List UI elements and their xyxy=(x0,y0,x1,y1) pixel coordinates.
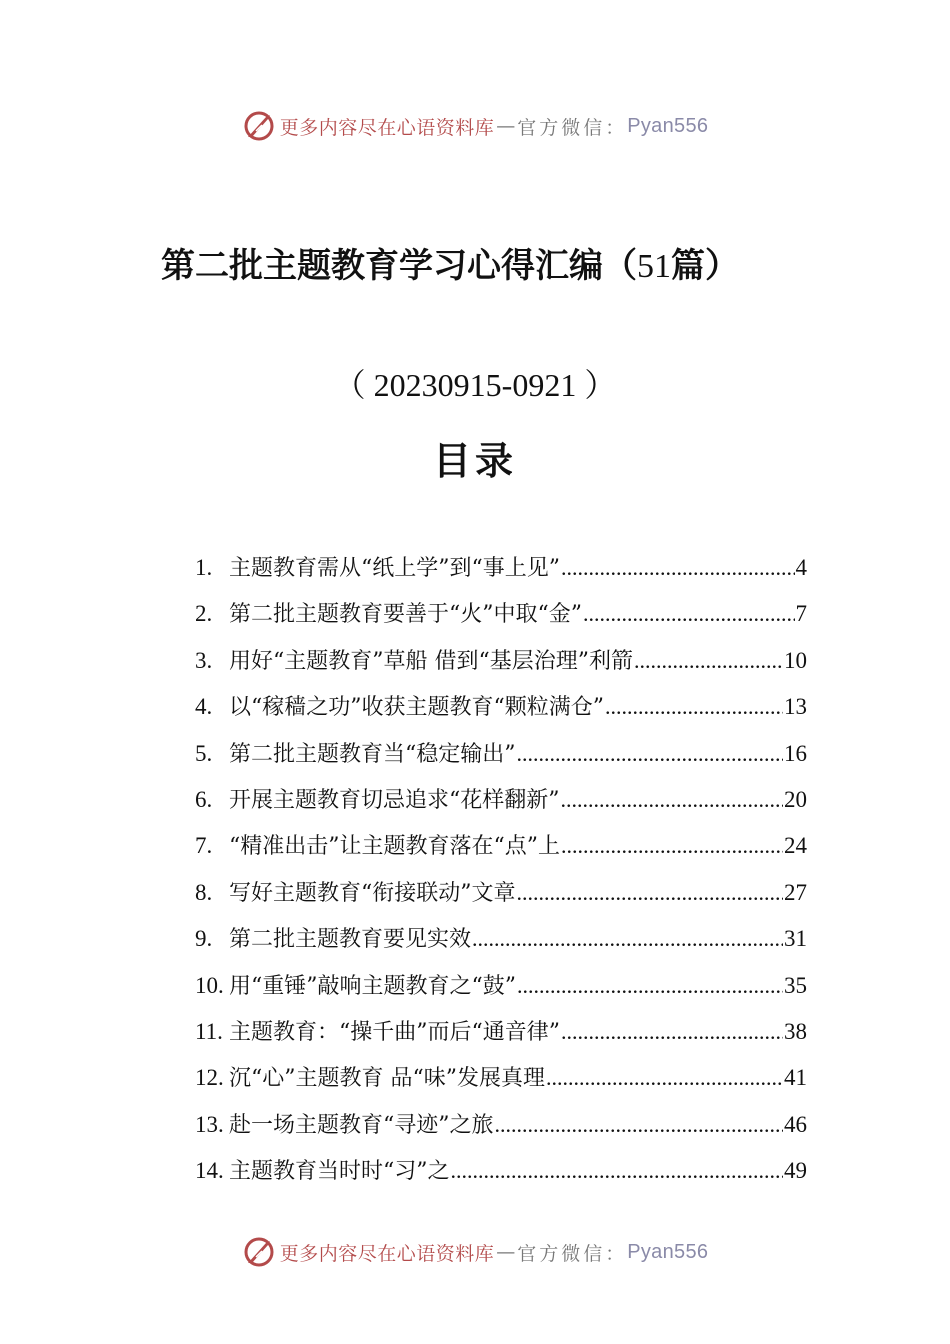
watermark-wechat-label: 官方微信： xyxy=(517,116,628,139)
toc-entry[interactable] xyxy=(195,966,807,1012)
watermark-wechat-id: Pyan556 xyxy=(627,114,709,137)
toc-entry[interactable] xyxy=(195,1012,807,1058)
toc-entry-title: 第二批主题教育要善于“火”中取“金” xyxy=(229,602,582,628)
document-title xyxy=(143,244,763,289)
toc-entry-number: 5. xyxy=(195,740,213,766)
watermark-text: 更多内容尽在心语资料库 xyxy=(279,1242,495,1265)
toc-dot-leader xyxy=(561,780,784,820)
watermark-separator: — xyxy=(496,1241,516,1263)
toc-entry-title: 赴一场主题教育“寻迹”之旅 xyxy=(229,1112,494,1138)
toc-entry-page: 38 xyxy=(784,1018,807,1044)
toc-dot-leader xyxy=(634,641,783,681)
toc-dot-leader xyxy=(561,1012,783,1052)
toc-entry-page: 31 xyxy=(784,926,807,952)
watermark-wechat-label: 官方微信： xyxy=(517,1242,628,1265)
quill-pen-logo-icon xyxy=(242,109,276,143)
toc-entry-title: 沉“心”主题教育 品“味”发展真理 xyxy=(229,1066,545,1092)
toc-dot-leader xyxy=(517,966,783,1006)
toc-entry-number: 4. xyxy=(195,694,213,720)
document-title-main: 第二批主题教育学习心得汇编（ xyxy=(161,246,637,286)
toc-entry-page: 35 xyxy=(784,972,807,998)
toc-entry-number: 13. xyxy=(195,1111,224,1137)
header-watermark xyxy=(0,106,950,146)
toc-entry-title: 用“重锤”敲响主题教育之“鼓” xyxy=(229,973,516,999)
toc-entry[interactable] xyxy=(195,641,807,687)
document-title-tail: 篇） xyxy=(671,246,739,286)
watermark-text: 更多内容尽在心语资料库 xyxy=(279,116,495,139)
toc-entry-number: 2. xyxy=(195,601,213,627)
toc-entry[interactable] xyxy=(195,594,807,640)
toc-entry[interactable] xyxy=(195,687,807,733)
toc-entry-title: 以“稼穑之功”收获主题教育“颗粒满仓” xyxy=(229,695,604,721)
toc-entry-page: 41 xyxy=(784,1065,807,1091)
toc-entry-number: 1. xyxy=(195,555,213,580)
document-date-range: （ 20230915-0921 ） xyxy=(333,367,617,403)
toc-entry-title: “精准出击”让主题教育落在“点”上 xyxy=(229,834,560,860)
toc-entry-page: 7 xyxy=(795,601,807,627)
toc-entry-title: 开展主题教育切忌追求“花样翻新” xyxy=(229,787,560,813)
toc-entry-title: 用好“主题教育”草船 借到“基层治理”利箭 xyxy=(229,648,633,674)
toc-entry-page: 27 xyxy=(784,879,807,905)
toc-entry-title: 主题教育当时时“习”之 xyxy=(229,1159,450,1185)
toc-heading: 目录 xyxy=(432,438,517,483)
toc-entry-page: 4 xyxy=(795,555,807,580)
toc-entry[interactable] xyxy=(195,919,807,965)
toc-entry-page: 20 xyxy=(784,786,807,812)
watermark-separator: — xyxy=(496,115,516,137)
toc-entry-page: 46 xyxy=(784,1111,807,1137)
toc-dot-leader xyxy=(451,1151,784,1191)
footer-watermark xyxy=(0,1232,950,1272)
toc-entry-page: 16 xyxy=(784,740,807,766)
toc-dot-leader xyxy=(583,594,795,634)
toc-dot-leader xyxy=(517,734,784,774)
toc-entry-number: 8. xyxy=(195,879,213,905)
toc-dot-leader xyxy=(517,873,784,913)
toc-dot-leader xyxy=(472,919,783,959)
toc-entry-page: 10 xyxy=(784,647,807,673)
toc-entry-number: 9. xyxy=(195,926,213,952)
toc-dot-leader xyxy=(605,687,783,727)
toc-entry-title: 主题教育：“操千曲”而后“通音律” xyxy=(229,1019,560,1045)
quill-pen-logo-icon xyxy=(242,1235,276,1269)
toc-dot-leader xyxy=(546,1058,783,1098)
toc-entry-page: 24 xyxy=(784,833,807,859)
toc-entry[interactable] xyxy=(195,548,807,594)
toc-entry-number: 12. xyxy=(195,1065,224,1091)
table-of-contents xyxy=(195,548,807,1197)
toc-dot-leader xyxy=(495,1105,784,1145)
toc-dot-leader xyxy=(561,826,783,866)
toc-entry[interactable] xyxy=(195,780,807,826)
toc-entry-number: 7. xyxy=(195,833,213,859)
toc-entry[interactable] xyxy=(195,1151,807,1197)
toc-entry[interactable] xyxy=(195,873,807,919)
toc-entry[interactable] xyxy=(195,1105,807,1151)
toc-dot-leader xyxy=(561,548,795,588)
toc-entry-page: 49 xyxy=(784,1158,807,1184)
toc-entry-title: 写好主题教育“衔接联动”文章 xyxy=(229,880,516,906)
toc-entry[interactable] xyxy=(195,734,807,780)
toc-entry-title: 主题教育需从“纸上学”到“事上见” xyxy=(229,556,560,581)
toc-entry-number: 10. xyxy=(195,972,224,998)
toc-entry-title: 第二批主题教育要见实效 xyxy=(229,927,472,953)
toc-entry[interactable] xyxy=(195,826,807,872)
document-title-count: 51 xyxy=(637,248,671,285)
toc-entry-number: 6. xyxy=(195,786,213,812)
watermark-wechat-id: Pyan556 xyxy=(627,1240,709,1263)
toc-entry-title: 第二批主题教育当“稳定输出” xyxy=(229,741,516,767)
toc-entry-number: 3. xyxy=(195,647,213,673)
toc-entry-page: 13 xyxy=(784,694,807,720)
toc-entry[interactable] xyxy=(195,1058,807,1104)
toc-entry-number: 14. xyxy=(195,1158,224,1184)
toc-entry-number: 11. xyxy=(195,1018,223,1044)
